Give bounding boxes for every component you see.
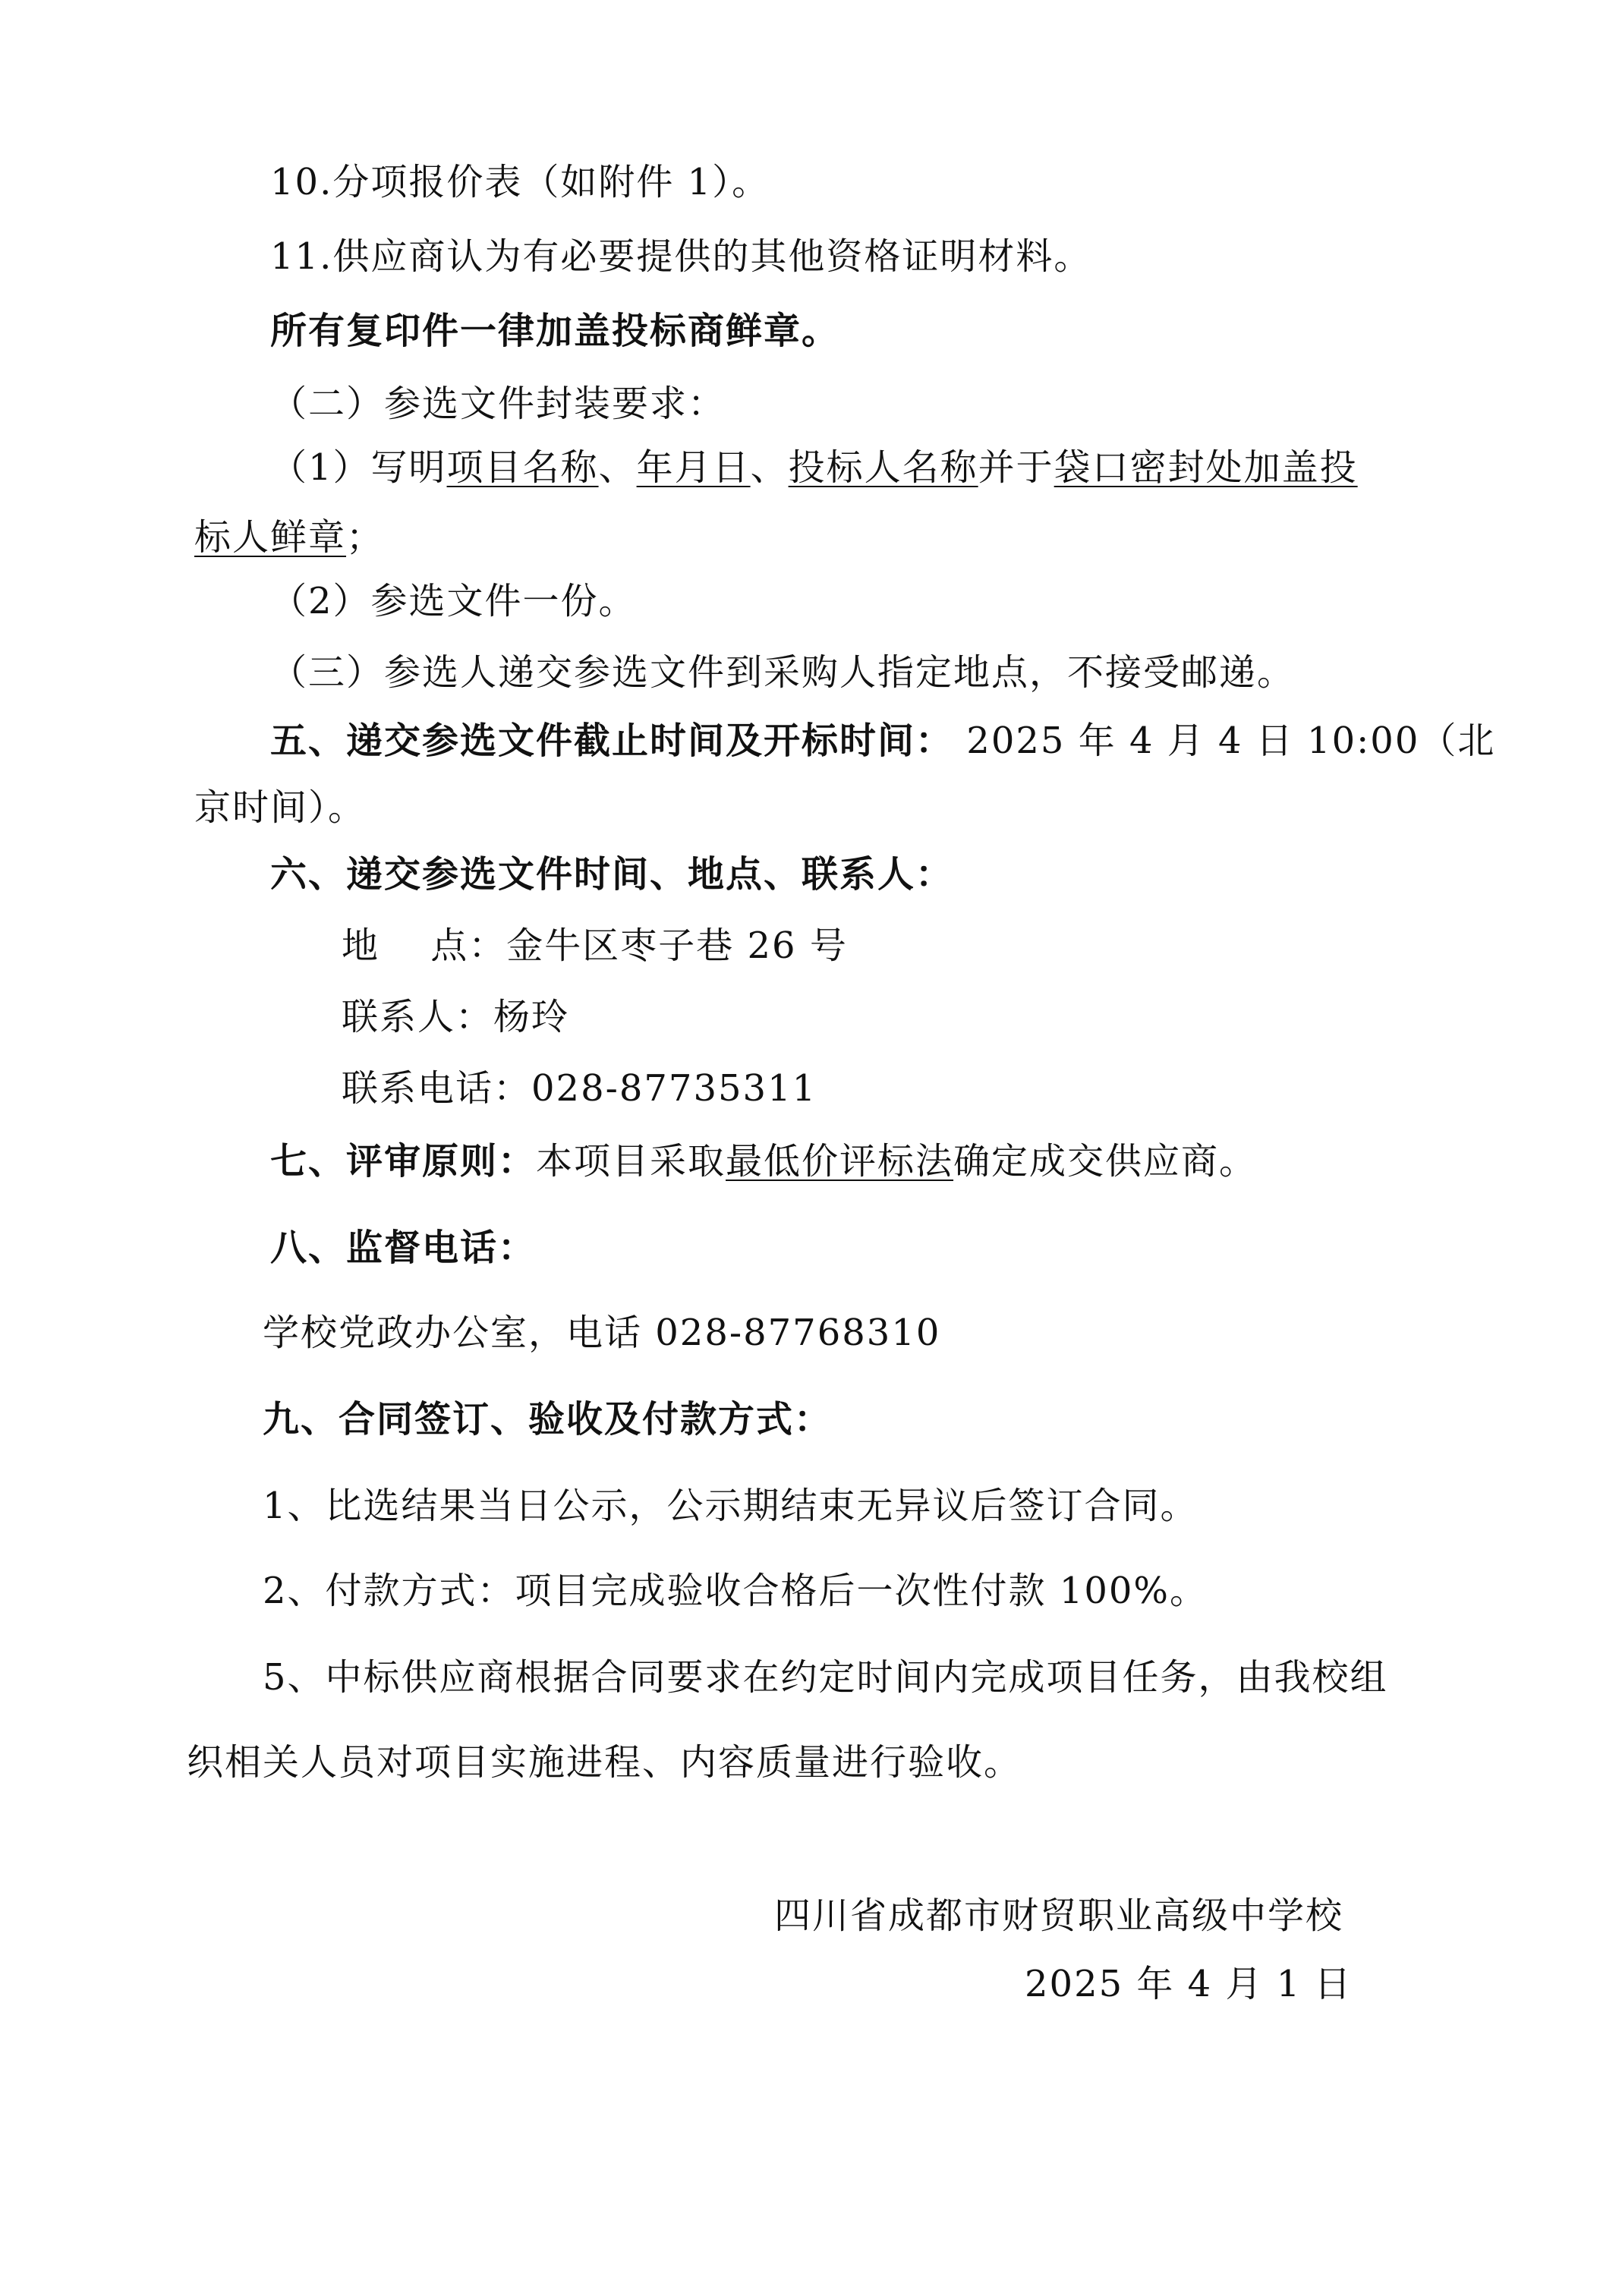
- packaging-requirement-1: [270, 445, 1358, 490]
- section-3-delivery: （三）参选人递交参选文件到采购人指定地点，不接受邮递。: [270, 651, 1296, 694]
- req1-project-name: 项目名称: [446, 446, 599, 489]
- req1-date: 年月日: [636, 446, 751, 489]
- req1-seal-location: 袋口密封处加盖投: [1054, 446, 1358, 489]
- review-post: 确定成交供应商。: [953, 1140, 1258, 1183]
- req1-sep1: 、: [598, 446, 637, 489]
- contract-item-2: 2、付款方式：项目完成验收合格后一次性付款 100%。: [263, 1570, 1208, 1612]
- req1-mid: 并于: [978, 446, 1054, 489]
- section-9-heading: 九、合同签订、验收及付款方式：: [263, 1398, 833, 1441]
- packaging-requirement-2: （2）参选文件一份。: [270, 580, 637, 622]
- req1-sep2: 、: [750, 446, 789, 489]
- contract-item-5: 5、中标供应商根据合同要求在约定时间内完成项目任务，由我校组: [263, 1656, 1388, 1699]
- section-6-heading: 六、递交参选文件时间、地点、联系人：: [270, 853, 954, 896]
- req1-suffix: ；: [346, 516, 385, 559]
- section-5-deadline-cont: 京时间）。: [194, 786, 367, 829]
- contract-item-1: 1、比选结果当日公示，公示期结束无异议后签订合同。: [263, 1485, 1198, 1527]
- signature-org: 四川省成都市财贸职业高级中学校: [774, 1894, 1344, 1937]
- signature-date: 2025 年 4 月 1 日: [1025, 1963, 1353, 2005]
- review-pre: 本项目采取: [536, 1140, 726, 1183]
- section-2-heading: （二）参选文件封装要求：: [270, 383, 726, 425]
- contact-person: 联系人：杨玲: [342, 996, 570, 1038]
- deadline-heading: 五、递交参选文件截止时间及开标时间：: [270, 720, 954, 762]
- req1-prefix: （1）写明: [270, 446, 447, 489]
- item-10: 10.分项报价表（如附件 1）。: [270, 161, 770, 203]
- section-8-heading: 八、监督电话：: [270, 1227, 537, 1269]
- contract-item-5-cont: 织相关人员对项目实施进程、内容质量进行验收。: [187, 1741, 1022, 1784]
- section-5-deadline: [270, 718, 1495, 764]
- req1-bidder-stamp: 标人鲜章: [194, 516, 347, 559]
- packaging-requirement-1-cont: [194, 515, 384, 560]
- deadline-time: 2025 年 4 月 4 日 10:00（北: [953, 720, 1496, 762]
- address-line: 地 点：金牛区枣子巷 26 号: [342, 924, 848, 967]
- item-11: 11.供应商认为有必要提供的其他资格证明材料。: [270, 235, 1092, 278]
- req1-bidder-name: 投标人名称: [788, 446, 978, 489]
- section-7-review: [270, 1139, 1257, 1184]
- review-method: 最低价评标法: [726, 1140, 954, 1183]
- supervision-phone: 学校党政办公室，电话 028-87768310: [263, 1312, 941, 1354]
- contact-phone: 联系电话：028-87735311: [342, 1067, 817, 1110]
- review-heading: 七、评审原则：: [270, 1140, 537, 1183]
- stamp-note: 所有复印件一律加盖投标商鲜章。: [270, 310, 840, 352]
